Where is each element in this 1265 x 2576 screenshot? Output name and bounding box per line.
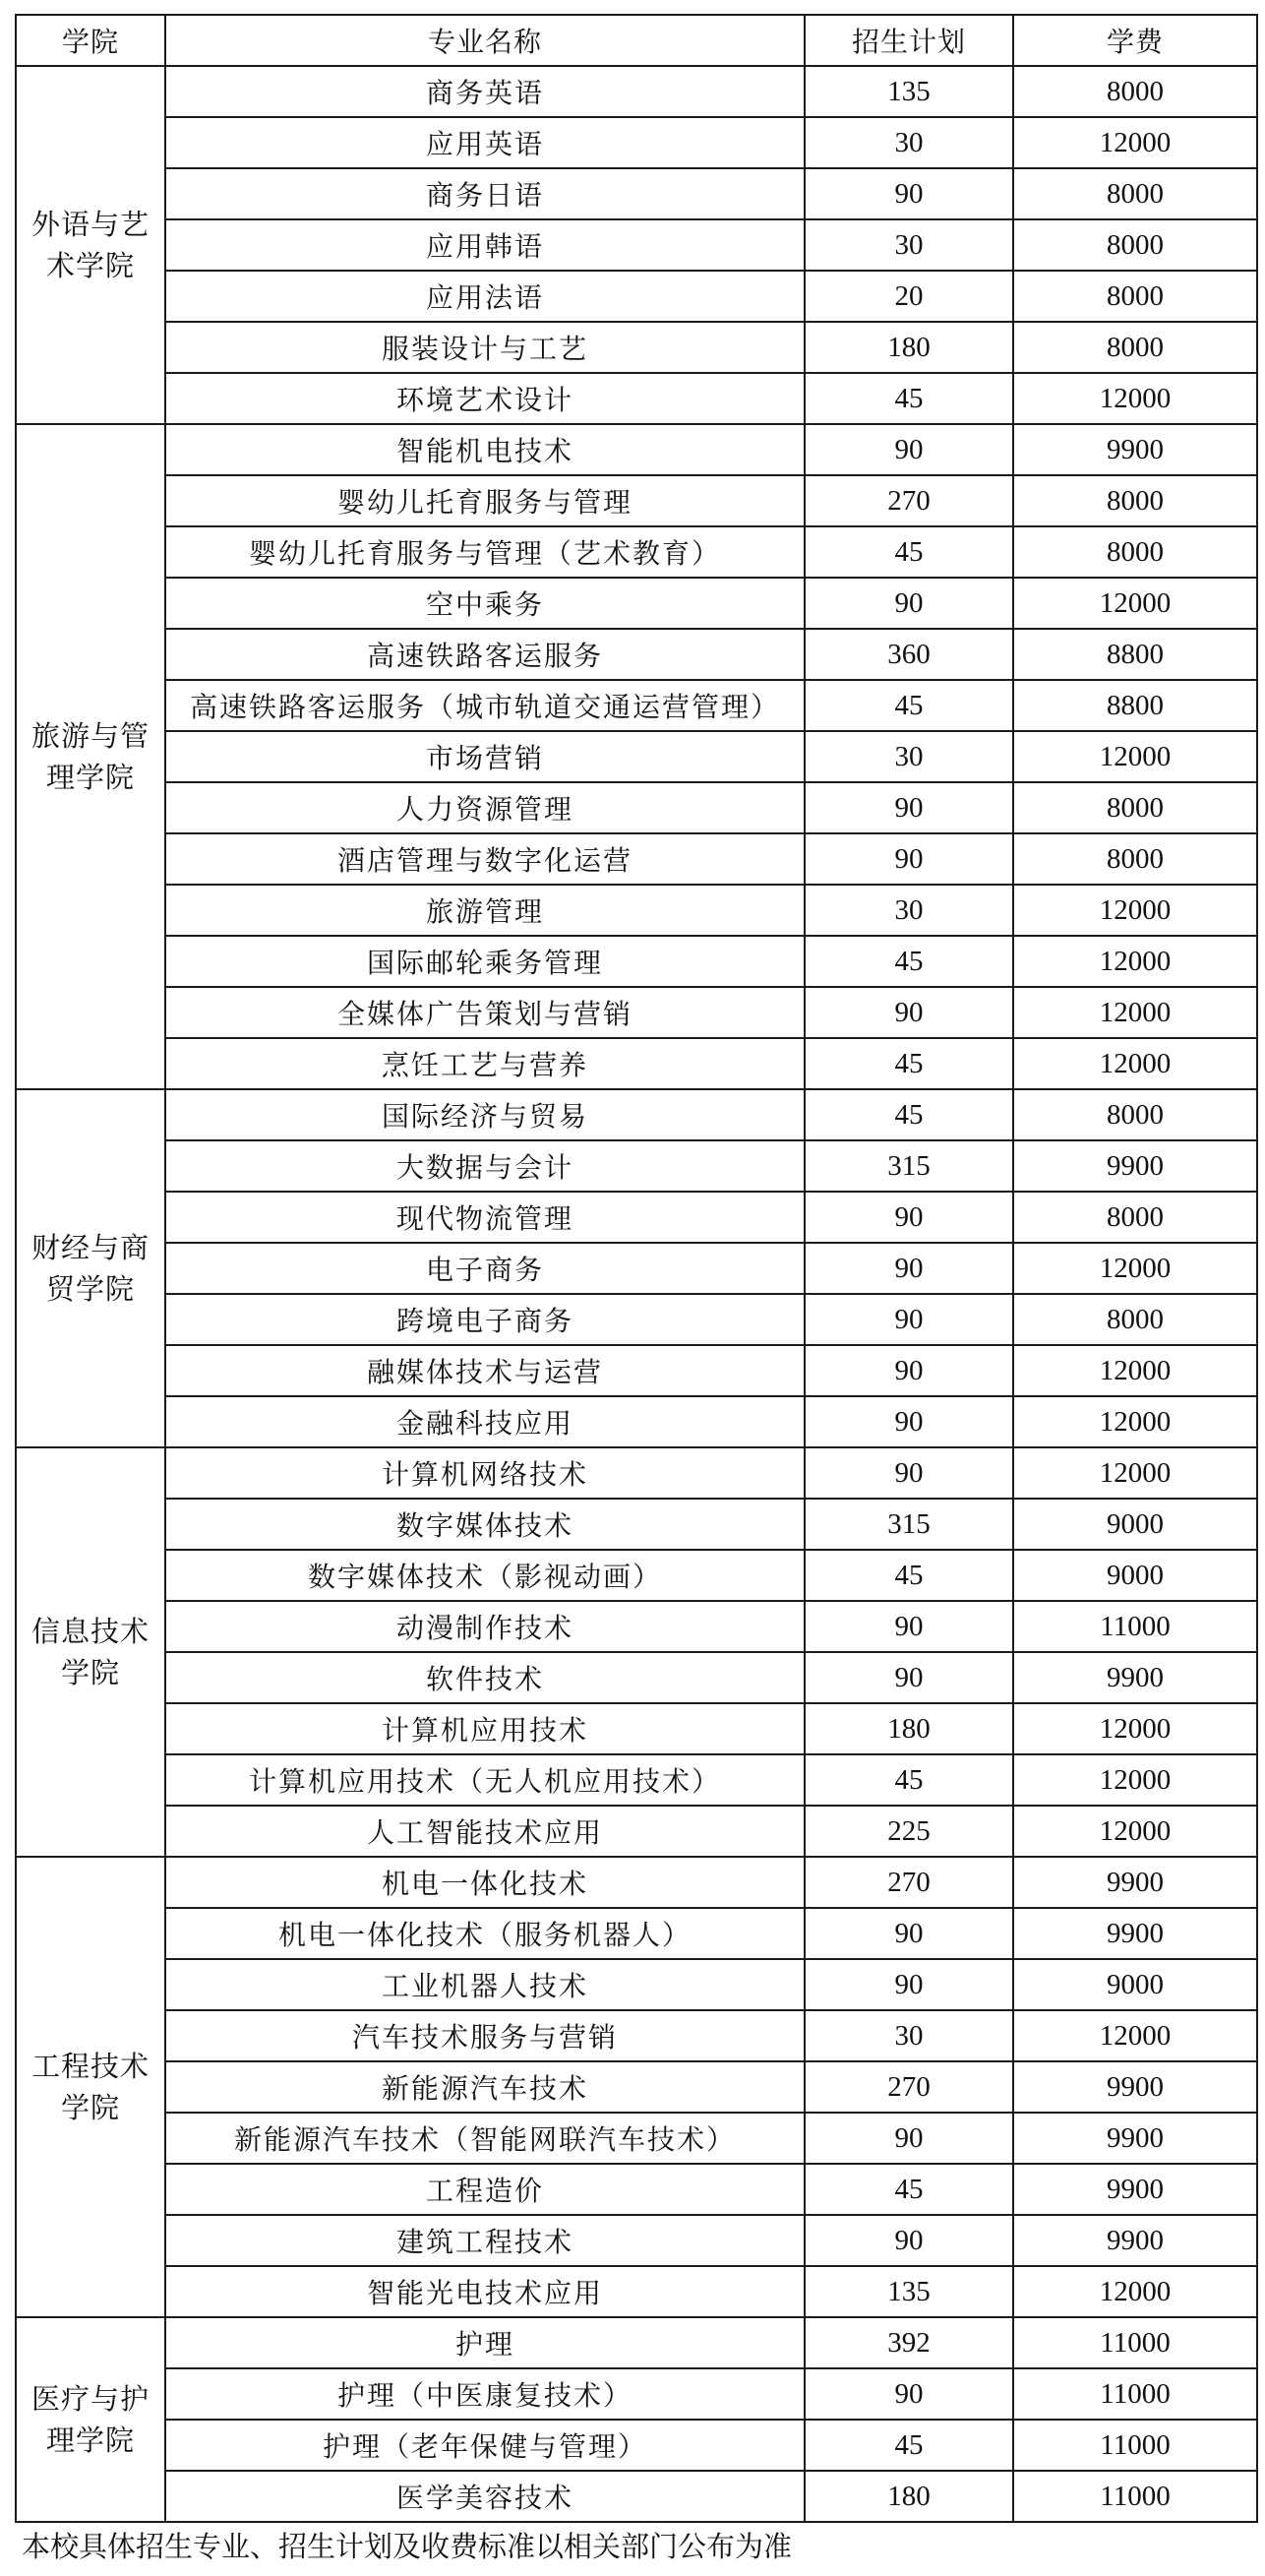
fee-cell: 12000 — [1013, 1243, 1257, 1294]
fee-cell: 9900 — [1013, 1857, 1257, 1908]
major-cell: 计算机应用技术 — [165, 1703, 805, 1754]
table-row — [16, 1550, 1257, 1601]
major-cell: 婴幼儿托育服务与管理 — [165, 475, 805, 526]
fee-cell: 12000 — [1013, 578, 1257, 629]
plan-cell: 90 — [805, 1908, 1013, 1959]
fee-cell: 12000 — [1013, 731, 1257, 782]
plan-cell: 90 — [805, 1396, 1013, 1447]
table-row — [16, 578, 1257, 629]
fee-cell: 12000 — [1013, 373, 1257, 424]
plan-cell: 30 — [805, 219, 1013, 271]
college-name-line: 理学院 — [45, 761, 135, 794]
table-row — [16, 1499, 1257, 1550]
table-row — [16, 1089, 1257, 1140]
table-row — [16, 2061, 1257, 2113]
college-cell — [16, 1857, 165, 2317]
table-row — [16, 1396, 1257, 1447]
plan-cell: 30 — [805, 117, 1013, 168]
college-cell — [16, 424, 165, 1089]
fee-cell: 9000 — [1013, 1959, 1257, 2010]
table-row — [16, 271, 1257, 322]
fee-cell: 12000 — [1013, 1345, 1257, 1396]
fee-cell: 12000 — [1013, 936, 1257, 987]
major-cell: 国际邮轮乘务管理 — [165, 936, 805, 987]
plan-cell: 270 — [805, 475, 1013, 526]
fee-cell: 12000 — [1013, 2010, 1257, 2061]
college-name-line: 信息技术 — [30, 1615, 150, 1648]
plan-cell: 90 — [805, 1447, 1013, 1499]
fee-cell: 11000 — [1013, 2420, 1257, 2471]
fee-cell: 12000 — [1013, 1703, 1257, 1754]
major-cell: 医学美容技术 — [165, 2471, 805, 2522]
plan-cell: 45 — [805, 1550, 1013, 1601]
major-cell: 新能源汽车技术 — [165, 2061, 805, 2113]
major-cell: 机电一体化技术（服务机器人） — [165, 1908, 805, 1959]
plan-cell: 90 — [805, 578, 1013, 629]
college-cell — [16, 1447, 165, 1857]
major-cell: 数字媒体技术 — [165, 1499, 805, 1550]
plan-cell: 90 — [805, 424, 1013, 475]
plan-cell: 30 — [805, 885, 1013, 936]
major-cell: 护理（老年保健与管理） — [165, 2420, 805, 2471]
fee-cell: 9900 — [1013, 1908, 1257, 1959]
major-cell: 人工智能技术应用 — [165, 1806, 805, 1857]
major-cell: 商务日语 — [165, 168, 805, 219]
table-row — [16, 117, 1257, 168]
header-fee: 学费 — [1013, 15, 1257, 66]
fee-cell: 12000 — [1013, 1806, 1257, 1857]
college-name-line: 理学院 — [45, 2423, 135, 2457]
major-cell: 护理（中医康复技术） — [165, 2368, 805, 2420]
table-row — [16, 1703, 1257, 1754]
plan-cell: 45 — [805, 1754, 1013, 1806]
fee-cell: 12000 — [1013, 2266, 1257, 2317]
table-row — [16, 2215, 1257, 2266]
table-row — [16, 833, 1257, 885]
table-row — [16, 1806, 1257, 1857]
table-row — [16, 66, 1257, 117]
fee-cell: 12000 — [1013, 1038, 1257, 1089]
fee-cell: 8000 — [1013, 66, 1257, 117]
table-row — [16, 885, 1257, 936]
college-name-line: 学院 — [60, 1656, 120, 1689]
plan-cell: 45 — [805, 1038, 1013, 1089]
plan-cell: 45 — [805, 1089, 1013, 1140]
table-row — [16, 475, 1257, 526]
table-row — [16, 2317, 1257, 2368]
college-name-line: 工程技术 — [30, 2050, 150, 2083]
fee-cell: 11000 — [1013, 2368, 1257, 2420]
plan-cell: 180 — [805, 322, 1013, 373]
table-row — [16, 629, 1257, 680]
major-cell: 人力资源管理 — [165, 782, 805, 833]
major-cell: 融媒体技术与运营 — [165, 1345, 805, 1396]
plan-cell: 90 — [805, 833, 1013, 885]
major-cell: 机电一体化技术 — [165, 1857, 805, 1908]
major-cell: 高速铁路客运服务（城市轨道交通运营管理） — [165, 680, 805, 731]
plan-cell: 90 — [805, 1959, 1013, 2010]
college-name-line: 医疗与护 — [30, 2382, 150, 2416]
plan-cell: 135 — [805, 2266, 1013, 2317]
fee-cell: 8000 — [1013, 1192, 1257, 1243]
table-row — [16, 2368, 1257, 2420]
fee-cell: 12000 — [1013, 885, 1257, 936]
fee-cell: 8800 — [1013, 680, 1257, 731]
table-row — [16, 168, 1257, 219]
table-row — [16, 2010, 1257, 2061]
table-row — [16, 2266, 1257, 2317]
fee-cell: 8000 — [1013, 833, 1257, 885]
major-cell: 大数据与会计 — [165, 1140, 805, 1192]
plan-cell: 90 — [805, 2215, 1013, 2266]
major-cell: 酒店管理与数字化运营 — [165, 833, 805, 885]
table-row — [16, 1959, 1257, 2010]
major-cell: 电子商务 — [165, 1243, 805, 1294]
plan-cell: 20 — [805, 271, 1013, 322]
table-row — [16, 1652, 1257, 1703]
major-cell: 应用英语 — [165, 117, 805, 168]
plan-cell: 270 — [805, 2061, 1013, 2113]
table-row — [16, 731, 1257, 782]
major-cell: 工业机器人技术 — [165, 1959, 805, 2010]
major-cell: 动漫制作技术 — [165, 1601, 805, 1652]
fee-cell: 11000 — [1013, 2471, 1257, 2522]
major-cell: 护理 — [165, 2317, 805, 2368]
fee-cell: 12000 — [1013, 1396, 1257, 1447]
plan-cell: 360 — [805, 629, 1013, 680]
plan-cell: 45 — [805, 2420, 1013, 2471]
plan-cell: 30 — [805, 2010, 1013, 2061]
table-row — [16, 2471, 1257, 2522]
plan-cell: 30 — [805, 731, 1013, 782]
fee-cell: 9000 — [1013, 1550, 1257, 1601]
major-cell: 市场营销 — [165, 731, 805, 782]
college-cell — [16, 1089, 165, 1447]
fee-cell: 9900 — [1013, 424, 1257, 475]
plan-cell: 45 — [805, 373, 1013, 424]
plan-cell: 225 — [805, 1806, 1013, 1857]
major-cell: 建筑工程技术 — [165, 2215, 805, 2266]
table-row — [16, 987, 1257, 1038]
fee-cell: 9900 — [1013, 1140, 1257, 1192]
college-name-line: 旅游与管 — [30, 719, 150, 753]
major-cell: 智能光电技术应用 — [165, 2266, 805, 2317]
plan-cell: 90 — [805, 2368, 1013, 2420]
fee-cell: 8000 — [1013, 1089, 1257, 1140]
major-cell: 跨境电子商务 — [165, 1294, 805, 1345]
fee-cell: 11000 — [1013, 1601, 1257, 1652]
college-name-line: 外语与艺 — [30, 208, 150, 241]
plan-cell: 90 — [805, 987, 1013, 1038]
footnote: 本校具体招生专业、招生计划及收费标准以相关部门公布为准 — [22, 2530, 793, 2563]
table-row — [16, 1345, 1257, 1396]
enrollment-table — [15, 14, 1258, 2523]
fee-cell: 9900 — [1013, 1652, 1257, 1703]
major-cell: 新能源汽车技术（智能网联汽车技术） — [165, 2113, 805, 2164]
header-plan: 招生计划 — [805, 15, 1013, 66]
table-row — [16, 1294, 1257, 1345]
table-row — [16, 322, 1257, 373]
major-cell: 智能机电技术 — [165, 424, 805, 475]
fee-cell: 9900 — [1013, 2164, 1257, 2215]
fee-cell: 8000 — [1013, 271, 1257, 322]
fee-cell: 8000 — [1013, 782, 1257, 833]
major-cell: 高速铁路客运服务 — [165, 629, 805, 680]
plan-cell: 45 — [805, 526, 1013, 578]
major-cell: 汽车技术服务与营销 — [165, 2010, 805, 2061]
plan-cell: 45 — [805, 2164, 1013, 2215]
fee-cell: 9900 — [1013, 2061, 1257, 2113]
major-cell: 国际经济与贸易 — [165, 1089, 805, 1140]
header-college: 学院 — [16, 15, 165, 66]
plan-cell: 270 — [805, 1857, 1013, 1908]
table-row — [16, 1038, 1257, 1089]
fee-cell: 12000 — [1013, 1447, 1257, 1499]
major-cell: 空中乘务 — [165, 578, 805, 629]
college-name-line: 财经与商 — [30, 1231, 150, 1264]
fee-cell: 8000 — [1013, 168, 1257, 219]
plan-cell: 180 — [805, 1703, 1013, 1754]
fee-cell: 12000 — [1013, 117, 1257, 168]
plan-cell: 315 — [805, 1140, 1013, 1192]
plan-cell: 45 — [805, 680, 1013, 731]
table-row — [16, 2164, 1257, 2215]
college-name-line: 术学院 — [45, 249, 135, 282]
header-row — [16, 15, 1257, 66]
table-row — [16, 936, 1257, 987]
major-cell: 软件技术 — [165, 1652, 805, 1703]
plan-cell: 180 — [805, 2471, 1013, 2522]
table-row — [16, 782, 1257, 833]
major-cell: 商务英语 — [165, 66, 805, 117]
fee-cell: 8000 — [1013, 526, 1257, 578]
table-row — [16, 2420, 1257, 2471]
fee-cell: 8000 — [1013, 322, 1257, 373]
plan-cell: 90 — [805, 1192, 1013, 1243]
plan-cell: 90 — [805, 782, 1013, 833]
fee-cell: 8000 — [1013, 219, 1257, 271]
fee-cell: 12000 — [1013, 1754, 1257, 1806]
major-cell: 婴幼儿托育服务与管理（艺术教育） — [165, 526, 805, 578]
major-cell: 应用法语 — [165, 271, 805, 322]
fee-cell: 9000 — [1013, 1499, 1257, 1550]
table-row — [16, 219, 1257, 271]
table-row — [16, 1192, 1257, 1243]
fee-cell: 8000 — [1013, 1294, 1257, 1345]
table-row — [16, 680, 1257, 731]
plan-cell: 45 — [805, 936, 1013, 987]
plan-cell: 90 — [805, 168, 1013, 219]
fee-cell: 9900 — [1013, 2215, 1257, 2266]
fee-cell: 8800 — [1013, 629, 1257, 680]
table-body — [16, 66, 1257, 2522]
table-row — [16, 1601, 1257, 1652]
plan-cell: 90 — [805, 1652, 1013, 1703]
major-cell: 全媒体广告策划与营销 — [165, 987, 805, 1038]
major-cell: 计算机应用技术（无人机应用技术） — [165, 1754, 805, 1806]
table-row — [16, 373, 1257, 424]
fee-cell: 12000 — [1013, 987, 1257, 1038]
college-name-line: 学院 — [60, 2091, 120, 2124]
table-row — [16, 1447, 1257, 1499]
major-cell: 金融科技应用 — [165, 1396, 805, 1447]
plan-cell: 135 — [805, 66, 1013, 117]
table-row — [16, 1857, 1257, 1908]
table-row — [16, 1243, 1257, 1294]
college-cell — [16, 66, 165, 424]
college-cell — [16, 2317, 165, 2522]
plan-cell: 315 — [805, 1499, 1013, 1550]
major-cell: 计算机网络技术 — [165, 1447, 805, 1499]
table-row — [16, 1140, 1257, 1192]
major-cell: 应用韩语 — [165, 219, 805, 271]
college-name-line: 贸学院 — [45, 1272, 135, 1306]
major-cell: 旅游管理 — [165, 885, 805, 936]
plan-cell: 90 — [805, 2113, 1013, 2164]
table-row — [16, 1908, 1257, 1959]
plan-cell: 90 — [805, 1345, 1013, 1396]
table-row — [16, 424, 1257, 475]
plan-cell: 90 — [805, 1243, 1013, 1294]
plan-cell: 90 — [805, 1601, 1013, 1652]
fee-cell: 8000 — [1013, 475, 1257, 526]
plan-cell: 90 — [805, 1294, 1013, 1345]
fee-cell: 9900 — [1013, 2113, 1257, 2164]
plan-cell: 392 — [805, 2317, 1013, 2368]
major-cell: 环境艺术设计 — [165, 373, 805, 424]
major-cell: 数字媒体技术（影视动画） — [165, 1550, 805, 1601]
table-row — [16, 2113, 1257, 2164]
major-cell: 服装设计与工艺 — [165, 322, 805, 373]
major-cell: 现代物流管理 — [165, 1192, 805, 1243]
major-cell: 工程造价 — [165, 2164, 805, 2215]
major-cell: 烹饪工艺与营养 — [165, 1038, 805, 1089]
header-major: 专业名称 — [165, 15, 805, 66]
table-row — [16, 526, 1257, 578]
fee-cell: 11000 — [1013, 2317, 1257, 2368]
table-row — [16, 1754, 1257, 1806]
